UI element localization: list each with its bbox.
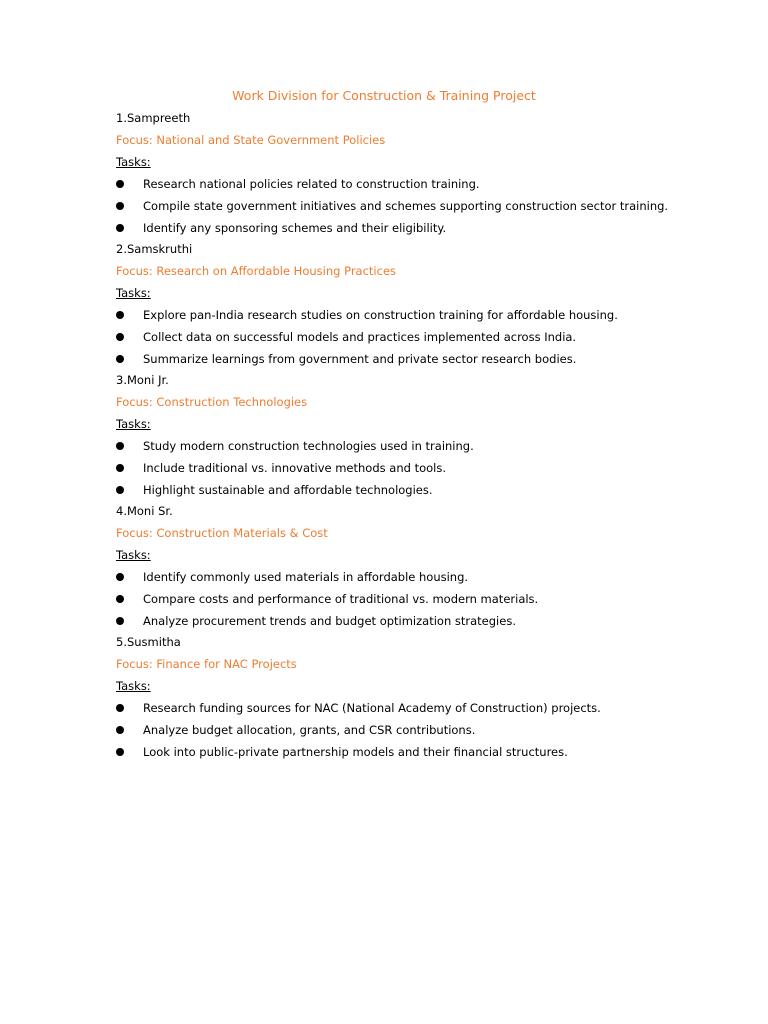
tasks-label: Tasks: [116,286,151,300]
task-item [116,219,736,241]
bullet-icon [116,704,124,712]
task-item [116,743,736,765]
task-text: Collect data on successful models and practices implemented across India. [143,330,577,344]
task-text: Highlight sustainable and affordable technologies. [143,483,433,497]
tasks-label: Tasks: [116,155,151,169]
task-item [116,328,736,350]
task-list [116,699,736,765]
bullet-icon [116,180,124,188]
bullet-icon [116,726,124,734]
focus-line: Focus: Finance for NAC Projects [116,657,297,671]
member-section-moni-jr [116,371,736,503]
task-item [116,721,736,743]
task-item [116,437,736,459]
focus-line: Focus: Construction Materials & Cost [116,526,328,540]
task-list [116,306,736,372]
member-section-moni-sr [116,502,736,634]
task-list [116,437,736,503]
task-text: Compare costs and performance of traditional vs. modern materials. [143,592,539,606]
task-item [116,459,736,481]
task-item [116,590,736,612]
bullet-icon [116,442,124,450]
task-text: Analyze budget allocation, grants, and CSR contributions. [143,723,476,737]
task-text: Identify any sponsoring schemes and their eligibility. [143,221,447,235]
task-text: Look into public-private partnership models and their financial structures. [143,745,568,759]
bullet-icon [116,224,124,232]
task-list [116,568,736,634]
task-text: Compile state government initiatives and schemes supporting construction sector training. [143,199,669,213]
member-name: 1.Sampreeth [116,111,191,125]
document-title: Work Division for Construction & Training Project [232,88,536,103]
member-section-samskruthi [116,240,736,372]
member-name: 5.Susmitha [116,635,181,649]
bullet-icon [116,202,124,210]
member-name: 4.Moni Sr. [116,504,173,518]
task-item [116,699,736,721]
task-item [116,612,736,634]
task-text: Summarize learnings from government and private sector research bodies. [143,352,577,366]
task-item [116,175,736,197]
focus-line: Focus: National and State Government Policies [116,133,386,147]
member-section-sampreeth [116,109,736,241]
task-text: Identify commonly used materials in affordable housing. [143,570,469,584]
task-text: Research national policies related to construction training. [143,177,480,191]
task-text: Include traditional vs. innovative methods and tools. [143,461,447,475]
bullet-icon [116,486,124,494]
bullet-icon [116,748,124,756]
task-item [116,350,736,372]
tasks-label: Tasks: [116,417,151,431]
member-section-susmitha [116,633,736,765]
task-text: Study modern construction technologies used in training. [143,439,474,453]
task-list [116,175,736,241]
task-item [116,568,736,590]
task-item [116,481,736,503]
tasks-label: Tasks: [116,679,151,693]
bullet-icon [116,617,124,625]
bullet-icon [116,464,124,472]
tasks-label: Tasks: [116,548,151,562]
member-name: 2.Samskruthi [116,242,193,256]
focus-line: Focus: Research on Affordable Housing Practices [116,264,397,278]
task-text: Analyze procurement trends and budget optimization strategies. [143,614,516,628]
task-text: Explore pan-India research studies on construction training for affordable housing. [143,308,618,322]
task-item [116,197,736,219]
bullet-icon [116,355,124,363]
task-item [116,306,736,328]
task-text: Research funding sources for NAC (National Academy of Construction) projects. [143,701,601,715]
bullet-icon [116,333,124,341]
member-name: 3.Moni Jr. [116,373,169,387]
bullet-icon [116,311,124,319]
focus-line: Focus: Construction Technologies [116,395,308,409]
bullet-icon [116,595,124,603]
bullet-icon [116,573,124,581]
